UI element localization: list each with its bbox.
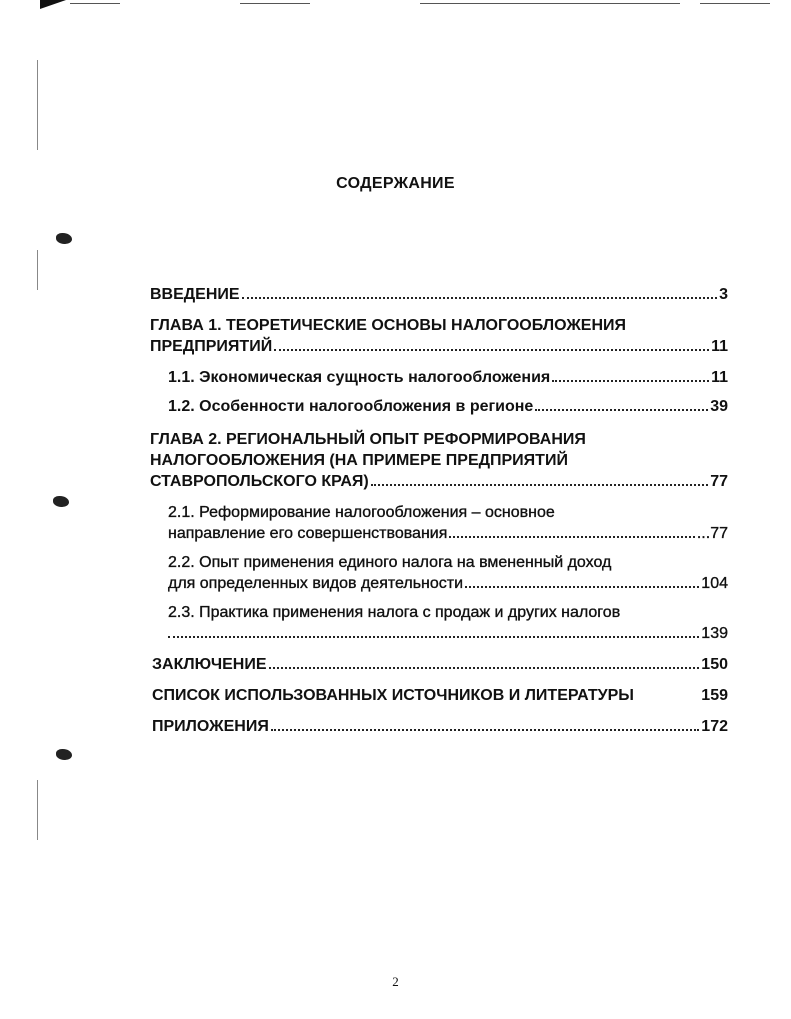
- toc-entry-text: 2.1. Реформирование налогообложения – основное: [168, 504, 555, 521]
- toc-page-number: 39: [710, 398, 728, 415]
- toc-page-number: ...77: [696, 525, 728, 542]
- dot-leader: [269, 667, 700, 669]
- punch-hole-mark: [53, 496, 69, 507]
- toc-page-number: 172: [701, 718, 728, 735]
- toc-entry-text: для определенных видов деятельности: [168, 575, 464, 592]
- toc-entry-text: ВВЕДЕНИЕ: [150, 286, 240, 303]
- toc-entry-text: СТАВРОПОЛЬСКОГО КРАЯ): [150, 473, 369, 490]
- toc-entry-text: ПРИЛОЖЕНИЯ: [152, 718, 269, 735]
- toc-page-number: 150: [701, 656, 728, 673]
- scan-edge-line: [240, 3, 310, 4]
- scan-edge-line: [37, 780, 38, 840]
- toc-entry-sources: [152, 685, 728, 706]
- scan-edge-line: [700, 3, 770, 4]
- scan-edge-line: [420, 3, 680, 4]
- toc-entry-section-2-2: [168, 552, 728, 594]
- scan-edge-line: [70, 3, 120, 4]
- punch-hole-mark: [56, 233, 72, 244]
- toc-entry-text: 1.2. Особенности налогообложения в регионе: [168, 398, 534, 415]
- toc-entry-chapter-2: [150, 429, 728, 492]
- scan-edge-line: [37, 60, 38, 150]
- dot-leader: [274, 349, 709, 351]
- toc-entry-text: 2.3. Практика применения налога с продаж и других налогов: [168, 604, 621, 621]
- dot-leader: [242, 297, 718, 299]
- toc-entry-conclusion: [152, 654, 728, 675]
- toc-page-number: 11: [711, 338, 728, 355]
- toc-entry-section-1-2: [168, 396, 728, 417]
- toc-entry-introduction: [150, 284, 728, 305]
- toc-entry-text: ЗАКЛЮЧЕНИЕ: [152, 656, 267, 673]
- toc-entry-text: направление его совершенствования: [168, 525, 448, 542]
- toc-page-number: 139: [701, 625, 728, 642]
- toc-entry-text: 2.2. Опыт применения единого налога на вмененный доход: [168, 554, 612, 571]
- toc-entry-text: СПИСОК ИСПОЛЬЗОВАННЫХ ИСТОЧНИКОВ И ЛИТЕРАТУРЫ: [152, 687, 634, 704]
- dot-leader: [552, 380, 709, 382]
- toc-entry-section-1-1: [168, 367, 728, 388]
- toc-entry-text: ГЛАВА 2. РЕГИОНАЛЬНЫЙ ОПЫТ РЕФОРМИРОВАНИЯ: [150, 431, 586, 448]
- toc-page-number: 3: [719, 286, 728, 303]
- toc-page-number: 159: [701, 687, 728, 704]
- dot-leader: [168, 636, 699, 638]
- toc-entry-section-2-3: [168, 602, 728, 644]
- dot-leader: [449, 536, 694, 538]
- dot-leader: [371, 484, 708, 486]
- toc-entry-chapter-1: [150, 315, 728, 357]
- scan-corner-mark: [40, 0, 66, 9]
- dot-leader: [271, 729, 699, 731]
- page-title: СОДЕРЖАНИЕ: [336, 175, 455, 192]
- toc-entry-text: НАЛОГООБЛОЖЕНИЯ (НА ПРИМЕРЕ ПРЕДПРИЯТИЙ: [150, 452, 568, 469]
- toc-entry-text: 1.1. Экономическая сущность налогообложения: [168, 369, 551, 386]
- dot-leader: [465, 586, 699, 588]
- scan-edge-line: [37, 250, 38, 290]
- toc-entry-section-2-1: [168, 502, 728, 544]
- toc-page-number: 104: [701, 575, 728, 592]
- dot-leader: [535, 409, 708, 411]
- toc-entry-text: ГЛАВА 1. ТЕОРЕТИЧЕСКИЕ ОСНОВЫ НАЛОГООБЛОЖЕНИЯ: [150, 317, 626, 334]
- table-of-contents: [150, 284, 728, 747]
- toc-entry-appendix: [152, 716, 728, 737]
- punch-hole-mark: [56, 749, 72, 760]
- toc-entry-text: ПРЕДПРИЯТИЙ: [150, 338, 273, 355]
- toc-page-number: 77: [710, 473, 728, 490]
- page-number: 2: [392, 974, 399, 989]
- toc-page-number: 11: [711, 369, 728, 386]
